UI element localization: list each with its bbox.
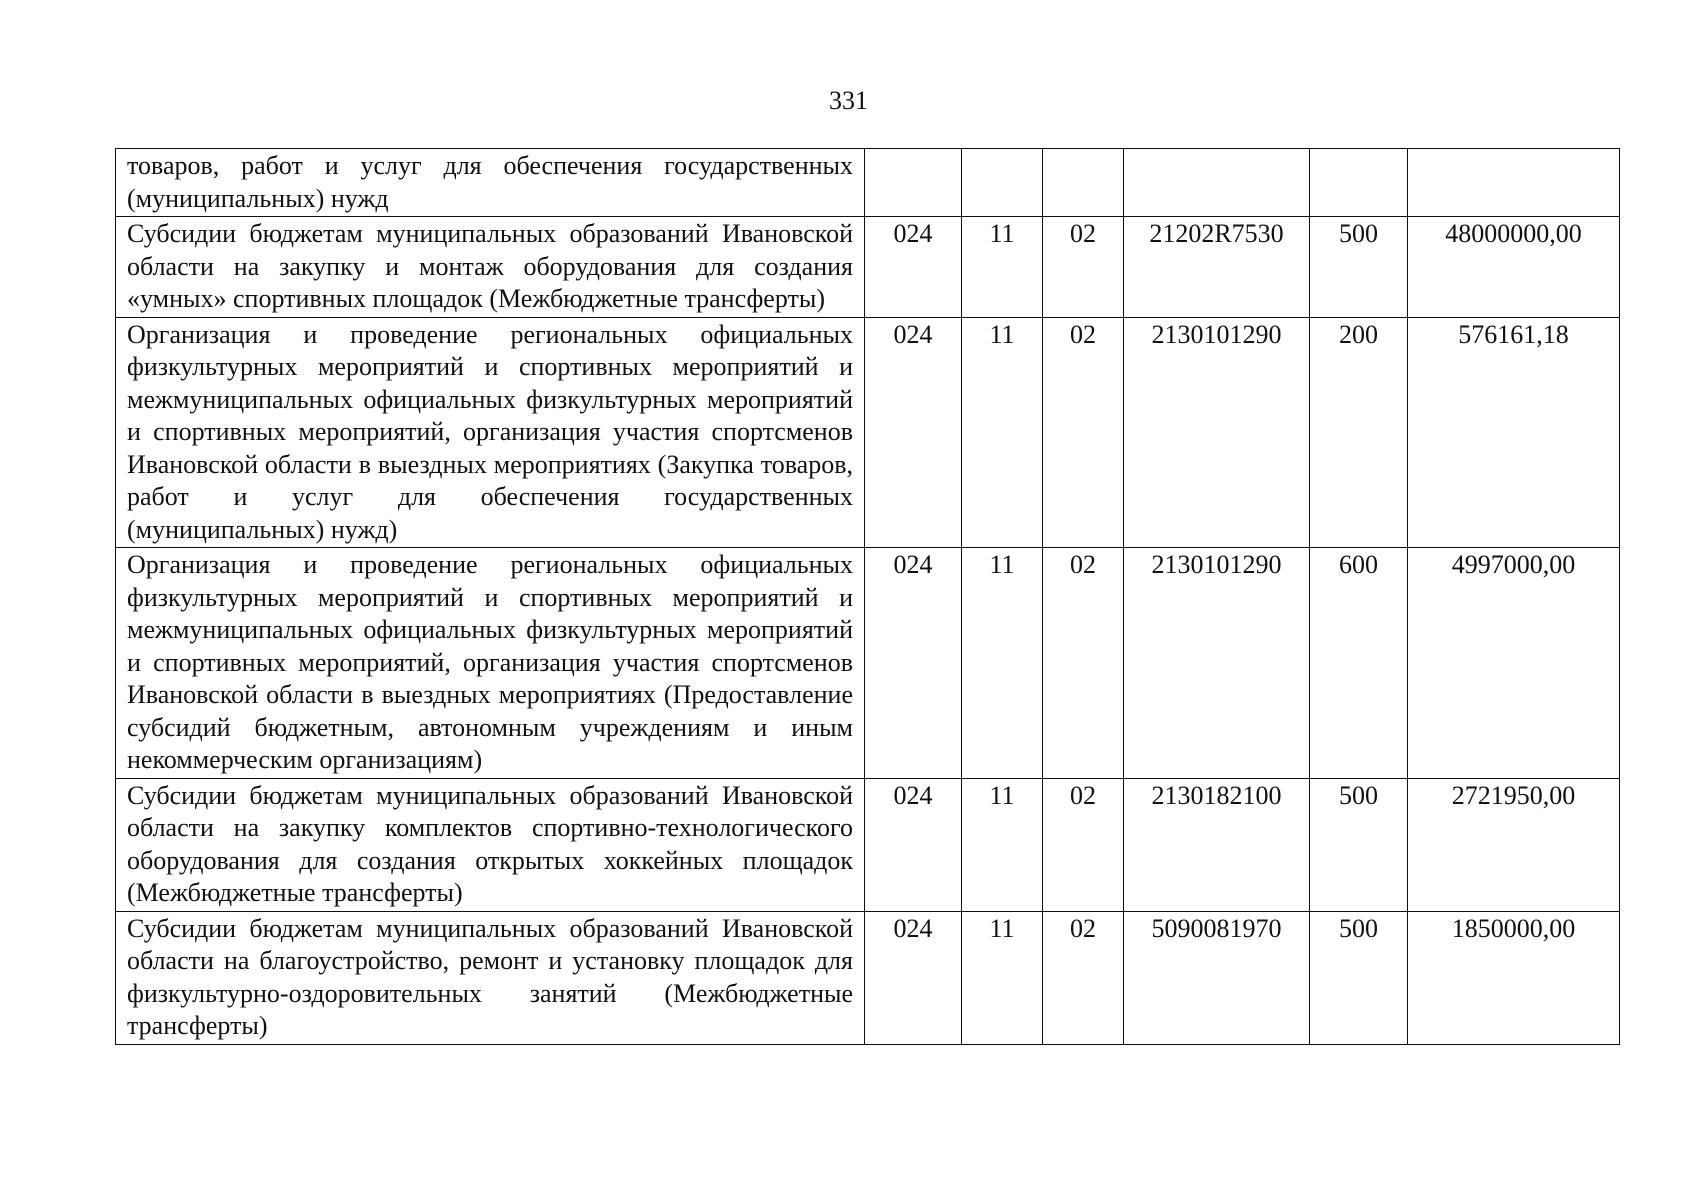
table-row <box>116 317 1620 548</box>
expense-type-code: 500 <box>1310 217 1408 318</box>
amount: 4997000,00 <box>1408 548 1620 779</box>
table-row <box>116 778 1620 911</box>
target-article-code: 2130101290 <box>1124 548 1310 779</box>
row-description: Организация и проведение региональных официальных физкультурных мероприятий и спортивных мероприятий и межмуниципальных официальных физкультурных мероприятий и спортивных мероприятий, организация участия спортсменов Ивановской области в выездных мероприятиях (Закупка товаров, работ и услуг для обеспечения государственных (муниципальных) нужд) <box>116 317 865 548</box>
amount: 1850000,00 <box>1408 911 1620 1044</box>
table-row <box>116 911 1620 1044</box>
expense-type-code: 500 <box>1310 911 1408 1044</box>
row-description: Организация и проведение региональных официальных физкультурных мероприятий и спортивных мероприятий и межмуниципальных официальных физкультурных мероприятий и спортивных мероприятий, организация участия спортсменов Ивановской области в выездных мероприятиях (Предоставление субсидий бюджетным, автономным учреждениям и иным некоммерческим организациям) <box>116 548 865 779</box>
amount <box>1408 149 1620 217</box>
amount: 2721950,00 <box>1408 778 1620 911</box>
amount: 576161,18 <box>1408 317 1620 548</box>
budget-table <box>115 148 1620 1045</box>
target-article-code: 21202R7530 <box>1124 217 1310 318</box>
section-code: 11 <box>962 317 1043 548</box>
ministry-code <box>865 149 962 217</box>
expense-type-code <box>1310 149 1408 217</box>
ministry-code: 024 <box>865 317 962 548</box>
subsection-code: 02 <box>1043 317 1124 548</box>
subsection-code: 02 <box>1043 217 1124 318</box>
ministry-code: 024 <box>865 911 962 1044</box>
row-description: Субсидии бюджетам муниципальных образований Ивановской области на закупку и монтаж оборудования для создания «умных» спортивных площадок (Межбюджетные трансферты) <box>116 217 865 318</box>
row-description: товаров, работ и услуг для обеспечения государственных (муниципальных) нужд <box>116 149 865 217</box>
subsection-code: 02 <box>1043 911 1124 1044</box>
section-code: 11 <box>962 778 1043 911</box>
ministry-code: 024 <box>865 217 962 318</box>
table-row <box>116 149 1620 217</box>
table-row <box>116 548 1620 779</box>
expense-type-code: 500 <box>1310 778 1408 911</box>
subsection-code <box>1043 149 1124 217</box>
target-article-code <box>1124 149 1310 217</box>
amount: 48000000,00 <box>1408 217 1620 318</box>
row-description: Субсидии бюджетам муниципальных образований Ивановской области на закупку комплектов спортивно-технологического оборудования для создания открытых хоккейных площадок (Межбюджетные трансферты) <box>116 778 865 911</box>
ministry-code: 024 <box>865 548 962 779</box>
row-description: Субсидии бюджетам муниципальных образований Ивановской области на благоустройство, ремонт и установку площадок для физкультурно-оздоровительных занятий (Межбюджетные трансферты) <box>116 911 865 1044</box>
subsection-code: 02 <box>1043 548 1124 779</box>
section-code <box>962 149 1043 217</box>
target-article-code: 2130101290 <box>1124 317 1310 548</box>
subsection-code: 02 <box>1043 778 1124 911</box>
section-code: 11 <box>962 911 1043 1044</box>
page-number: 331 <box>829 86 868 115</box>
expense-type-code: 200 <box>1310 317 1408 548</box>
expense-type-code: 600 <box>1310 548 1408 779</box>
target-article-code: 2130182100 <box>1124 778 1310 911</box>
target-article-code: 5090081970 <box>1124 911 1310 1044</box>
table-row <box>116 217 1620 318</box>
ministry-code: 024 <box>865 778 962 911</box>
section-code: 11 <box>962 217 1043 318</box>
section-code: 11 <box>962 548 1043 779</box>
